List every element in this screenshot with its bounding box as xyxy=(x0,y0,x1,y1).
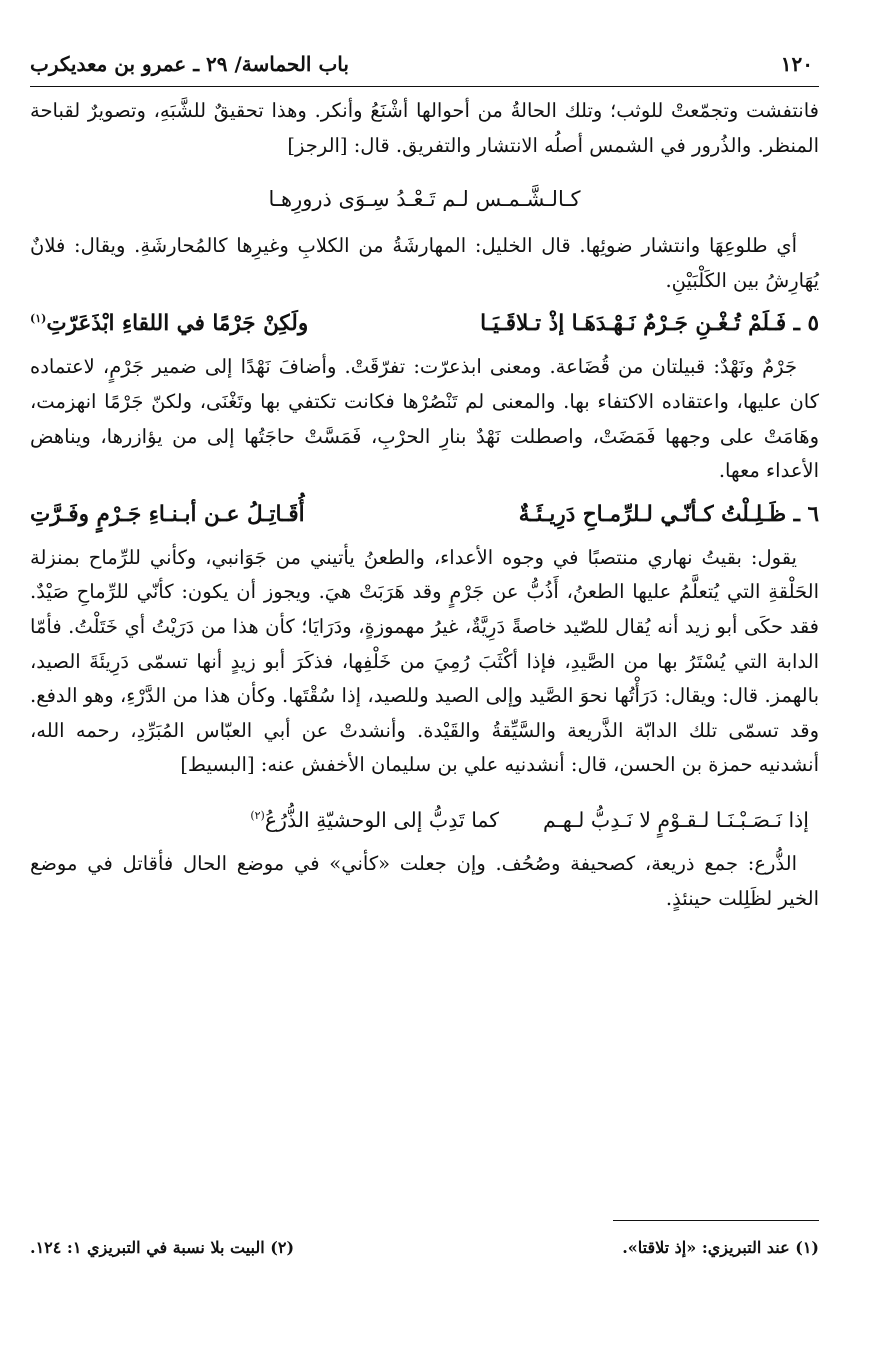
verse-rajaz: كـالـشَّـمـس لـم تَـعْـدُ سِـوَى ذرورِهـا xyxy=(268,187,581,212)
verse-6-hemistich-1: ٦ ـ ظَـلِـلْتُ كـأنّـي لـلرِّمـاحِ دَرِيـئَـةٌ xyxy=(518,501,819,527)
footnote-2: (٢) البيت بلا نسبة في التبريزي ١: ١٢٤. xyxy=(30,1238,295,1257)
verse-5-hemistich-2-text: ولَكِنْ جَرْمًا في اللقاءِ ابْذَعَرّتِ xyxy=(46,311,309,337)
verse-quoted-hemistich-2 xyxy=(250,803,499,837)
page-number: ١٢٠ xyxy=(780,52,813,76)
footnote-marker-1[interactable]: (١) xyxy=(30,312,47,326)
paragraph-3: جَرْمٌ ونَهْدٌ: قبيلتان من قُضَاعة. ومعنى ابذعرّت: تفرّقَتْ. وأضافَ نَهْدًا إلى ضمير جَرْمٍ، لاعتماده كان عليها، واعتقاده الاكتفاء بها. والمعنى لم تَنْصُرْها فكانت تكتفي بها وتَغْنَى، ولكنّ جَرْمًا انهزمت، وهَامَتْ على وجهها فَمَضَتْ، واصطلت نَهْدٌ بنارِ الحرْبِ، فَمَسَّتْ حاجَتُها إلى من يؤازرها، ويناهض الأعداء معها. xyxy=(30,355,819,483)
verse-quoted-hemistich-2-text: كما تَدِبُّ إلى الوحشيّةِ الذُّرُعُ xyxy=(264,807,500,832)
page xyxy=(30,0,819,1357)
verse-6-hemistich-2: أُقَـاتِـلُ عـن أبـنـاءِ جَـرْمٍ وفَـرَّتِ xyxy=(30,501,305,527)
verse-5-hemistich-1: ٥ ـ فَـلَمْ تُـغْـنِ جَـرْمٌ نَـهْـدَهَـا إذْ تـلاقَـيَـا xyxy=(480,311,819,337)
header-rule xyxy=(30,86,819,87)
verse-quoted xyxy=(30,783,819,847)
verse-quoted-hemistich-1: إذا نَـصَـبْـنَـا لـقـوْمٍ لا نَـدِبُّ لـهـم xyxy=(543,807,809,832)
paragraph-2: أي طلوعِهَا وانتشار ضوئِها. قال الخليل: المهارشَةُ من الكلابِ وغيرِها كالمُحارشَةِ. ويقال: فلانٌ يُهَارِشُ بين الكَلْبَيْنِ. xyxy=(30,234,819,292)
running-header xyxy=(30,50,819,84)
paragraph-4: يقول: بقيتُ نهاري منتصبًا في وجوه الأعداء، والطعنُ يأتيني من جَوَانبي، وكأني للرِّماح بمنزلة الحَلْقةِ التي يُتعلَّمُ عليها الطعنُ، أَذُبُّ عن جَرْمٍ وقد هَرَبَتْ هيَ. ويجوز أن يكون: كأنّي للرِّماحِ صَيْدٌ. فقد حكَى أبو زيد أنه يُقال للصّيد خاصةً دَرِيَّةٌ، غيرُ مهموزةٍ، ودَرَايَا؛ كأن هذا من دَرَيْتُ أي خَتَلْتُ. فأمّا الدابة التي يُسْتَرُ بها من الصَّيدِ، فإذا أكْثَبَ رُمِيَ من خَلْفِها، فذكَرَ أبو زيدٍ أنها تسمّى دَرِيئَةَ الصيد، بالهمز. قال: ويقال: دَرَأْتُها نحوَ الصَّيد وإلى الصيد وللصيد، إذا سُقْتَها. وكأن هذا من الدَّرْءِ، وهو الدفع. وقد تسمّى تلك الدابّة الذَّريعة والسَّيِّقةُ والقَيْدة. وأنشدتْ عن أبي العبّاس المُبَرِّدِ، رحمه الله، أنشدنيه حمزة بن الحسن، قال: أنشدنيه علي بن سليمان الأخفش عنه: [البسيط] xyxy=(30,545,819,777)
paragraph-5: الذُّرع: جمع ذريعة، كصحيفة وصُحُف. وإن جعلت «كأني» في موضع الحال فأقاتل في موضع الخير لظَلِلت حينئذٍ. xyxy=(30,851,819,910)
running-title: باب الحماسة/ ٢٩ ـ عمرو بن معديكرب xyxy=(30,52,349,76)
footnote-1: (١) عند التبريزي: «إذ تلاقتا». xyxy=(622,1238,819,1257)
footnote-marker-2[interactable]: (٢) xyxy=(250,809,265,823)
verse-5-hemistich-2 xyxy=(30,306,308,342)
verse-5 xyxy=(30,298,819,350)
paragraph-1: فانتفشت وتجمّعتْ للوثب؛ وتلك الحالةُ من أحوالها أشْنَعُ وأنكر. وهذا تحقيقٌ للشَّبَهِ، وتصويرٌ لقباحة المنظر. والذُرور في الشمس أصلُه الانتشار والتفريق. قال: [الرجز] xyxy=(30,99,819,157)
page-body xyxy=(30,94,819,916)
verse-6 xyxy=(30,489,819,541)
footnote-rule xyxy=(613,1220,819,1221)
